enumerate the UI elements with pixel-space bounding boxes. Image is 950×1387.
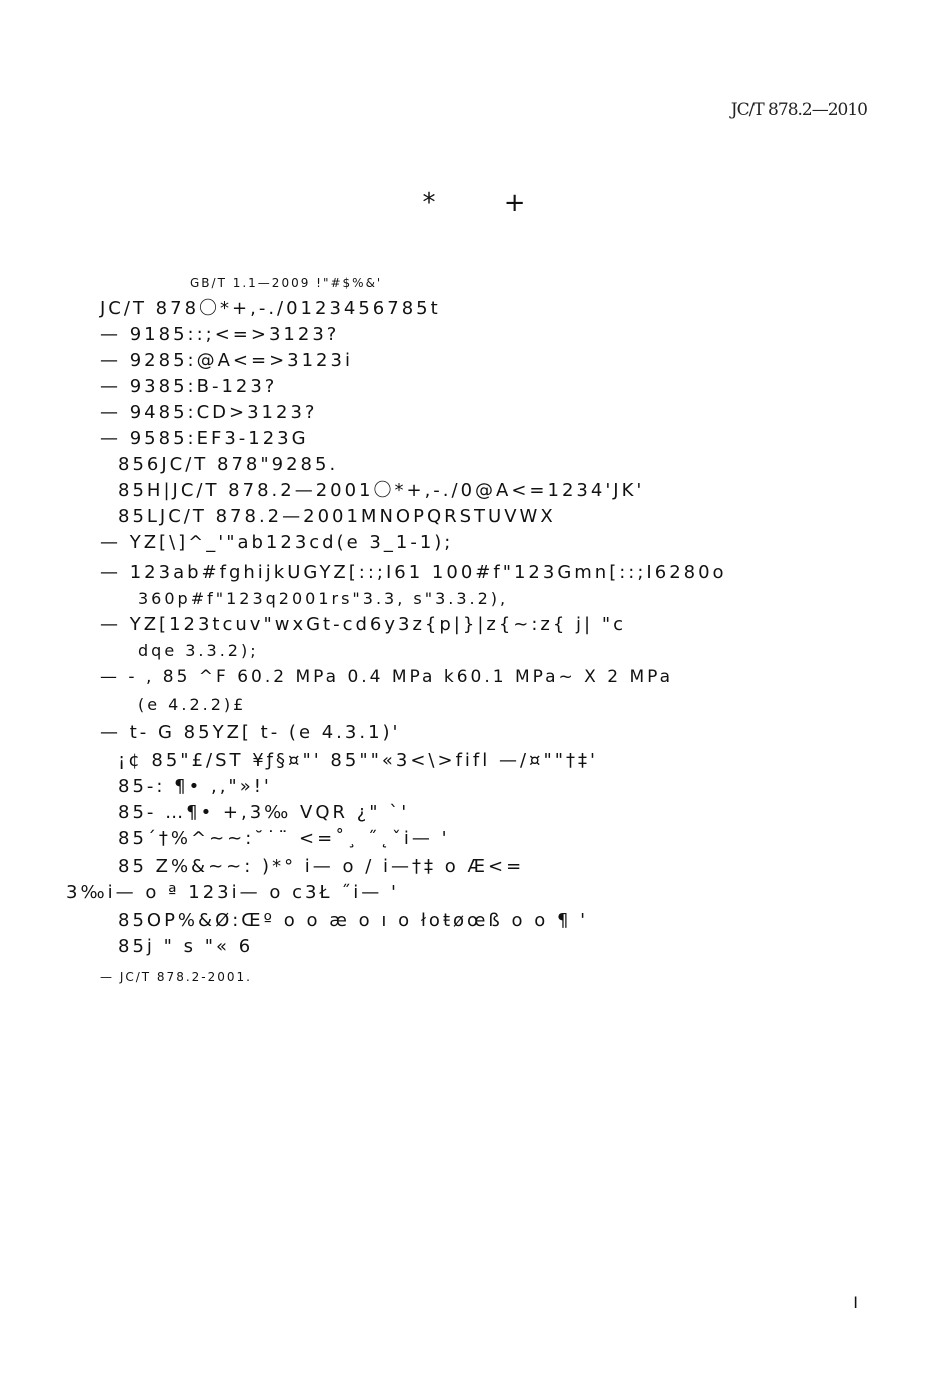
- body-line: GB/T 1.1—2009 !"#$%&': [190, 276, 383, 290]
- body-line: — JC/T 878.2-2001.: [100, 970, 252, 984]
- body-line: — 9385:B-123?: [100, 376, 278, 397]
- title-left: *: [422, 188, 438, 218]
- body-line: — 123ab#fghijkUGYZ[::;I61 100#f"123Gmn[::;I6280o: [100, 562, 727, 583]
- body-line: 360p#f"123q2001rs"3.3, s"3.3.2),: [138, 589, 509, 608]
- body-line: 85H|JC/T 878.2—2001〇*+,-./0@A<=1234'JK': [118, 480, 645, 501]
- body-line: 85 Z%&~~: )*° i— o / i—†‡ o Æ<=: [118, 856, 525, 877]
- body-line: dqe 3.3.2);: [138, 641, 259, 660]
- body-line: 85- …¶• +,3‰ VQR ¿" `': [118, 802, 410, 823]
- body-line: (e 4.2.2)£: [138, 695, 247, 714]
- page-title: [0, 188, 950, 218]
- body-line: 3‰i— o ª 123i— o c3Ł ˝i— ': [66, 882, 399, 903]
- body-line: ¡¢ 85"£/ST ¥ƒ§¤"' 85""«3<\>fifl —/¤""†‡': [118, 750, 598, 771]
- body-line: — 9585:EF3-123G: [100, 428, 309, 449]
- body-line: 85j " s "« 6: [118, 936, 254, 957]
- body-line: JC/T 878〇*+,-./0123456785t: [100, 298, 441, 319]
- body-line: — 9185::;<=>3123?: [100, 324, 340, 345]
- standard-code: JC/T 878.2—2010: [730, 100, 867, 120]
- body-line: — t- G 85YZ[ t- (e 4.3.1)': [100, 722, 401, 743]
- body-line: 85OP%&Ø:Œº o o æ o ı o łoŧøœß o o ¶ ': [118, 910, 589, 931]
- body-line: 85´†%^~~:˘˙¨ <=˚¸ ˝˛ˇi— ': [118, 828, 450, 849]
- body-line: — - , 85 ^F 60.2 MPa 0.4 MPa k60.1 MPa~ X 2 MPa: [100, 667, 674, 687]
- body-line: 85-: ¶• ,,"»!': [118, 776, 272, 797]
- body-line: — 9485:CD>3123?: [100, 402, 318, 423]
- body-line: — YZ[\]^_'"ab123cd(e 3_1-1);: [100, 532, 454, 553]
- title-right: +: [503, 188, 528, 218]
- page-number: I: [853, 1293, 858, 1312]
- body-line: — YZ[123tcuv"wxGt-cd6y3z{p|}|z{~:z{ j| "c: [100, 614, 627, 635]
- body-line: — 9285:@A<=>3123i: [100, 350, 353, 371]
- body-line: 856JC/T 878"9285.: [118, 454, 339, 475]
- body-line: 85LJC/T 878.2—2001MNOPQRSTUVWX: [118, 506, 556, 527]
